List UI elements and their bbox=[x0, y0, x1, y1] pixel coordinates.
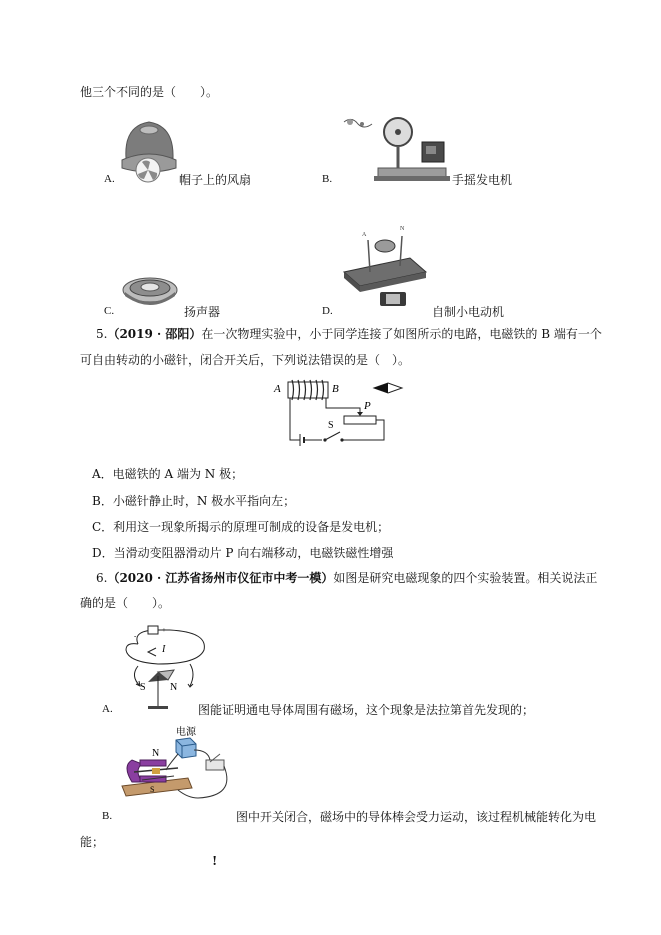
option-c-letter: C. bbox=[104, 305, 115, 317]
pole-n-label: N bbox=[170, 682, 178, 693]
svg-text:A: A bbox=[362, 232, 367, 238]
option-b-text: 手摇发电机 bbox=[452, 173, 513, 187]
q5-number: 5. bbox=[96, 327, 108, 341]
oersted-experiment-figure bbox=[118, 624, 218, 714]
magnet-s-label: S bbox=[150, 785, 155, 794]
q5-stem-text: 在一次物理实验中，小于同学连接了如图所示的电路，电磁铁的 B 端有一个 bbox=[201, 327, 602, 341]
current-i-label: I bbox=[162, 644, 166, 655]
hand-generator-image bbox=[340, 110, 450, 185]
switch-label: S bbox=[328, 420, 334, 431]
q5-source: （2019 · 邵阳） bbox=[107, 327, 202, 341]
q6-stem-text: 如图是研究电磁现象的四个实验装置。相关说法正 bbox=[333, 571, 598, 585]
q5-option-c: C．利用这一现象所揭示的原理可制成的设备是发电机； bbox=[92, 520, 390, 534]
option-b-letter: B. bbox=[322, 173, 333, 185]
hat-fan-image bbox=[118, 118, 180, 188]
magnet-n-label: N bbox=[152, 748, 160, 759]
q6-stem-line2: 确的是（ ）。 bbox=[80, 596, 171, 610]
q5-option-d: D．当滑动变阻器滑动片 P 向右端移动，电磁铁磁性增强 bbox=[92, 546, 394, 560]
slider-p-label: P bbox=[364, 400, 371, 412]
svg-text:+: + bbox=[162, 626, 166, 634]
rheostat bbox=[344, 416, 376, 424]
option-a-letter: A. bbox=[104, 173, 115, 185]
q6-option-a-letter: A. bbox=[102, 703, 113, 715]
q6-option-b-letter: B. bbox=[102, 810, 113, 822]
power-source-label: 电源 bbox=[176, 727, 196, 738]
end-a-label: A bbox=[274, 383, 281, 395]
svg-text:N: N bbox=[400, 226, 405, 232]
electromagnet-circuit-diagram bbox=[270, 378, 410, 458]
homemade-motor-image bbox=[340, 222, 430, 314]
q5-stem-line2: 可自由转动的小磁针，闭合开关后，下列说法错误的是（ ）。 bbox=[80, 353, 411, 367]
q6-stem-line1 bbox=[96, 570, 597, 586]
speaker-image bbox=[120, 272, 180, 312]
pole-s-label: S bbox=[140, 682, 146, 693]
intro-line: 他三个不同的是（ ）。 bbox=[80, 85, 219, 99]
q5-stem-line1 bbox=[96, 326, 602, 342]
end-b-label: B bbox=[332, 383, 339, 395]
option-c-text: 扬声器 bbox=[184, 305, 221, 319]
q6-option-b-text-cont: 能； bbox=[80, 835, 105, 849]
q6-option-a-text: 图能证明通电导体周围有磁场，这个现象是法拉第首先发现的； bbox=[198, 703, 535, 717]
q5-option-b: B．小磁针静止时，N 极水平指向左； bbox=[92, 494, 296, 508]
option-d-letter: D. bbox=[322, 305, 333, 317]
svg-text:-: - bbox=[134, 632, 137, 640]
q5-option-a: A．电磁铁的 A 端为 N 极； bbox=[92, 467, 244, 481]
q6-number: 6. bbox=[96, 571, 108, 585]
option-d-text: 自制小电动机 bbox=[432, 305, 505, 319]
motor-principle-figure bbox=[118, 726, 238, 806]
stray-mark: ! bbox=[212, 854, 218, 868]
option-a-text: 帽子上的风扇 bbox=[179, 173, 252, 187]
q6-source: （2020 · 江苏省扬州市仪征市中考一模） bbox=[107, 571, 334, 585]
q6-option-b-text: 图中开关闭合，磁场中的导体棒会受力运动，该过程机械能转化为电 bbox=[236, 810, 597, 824]
